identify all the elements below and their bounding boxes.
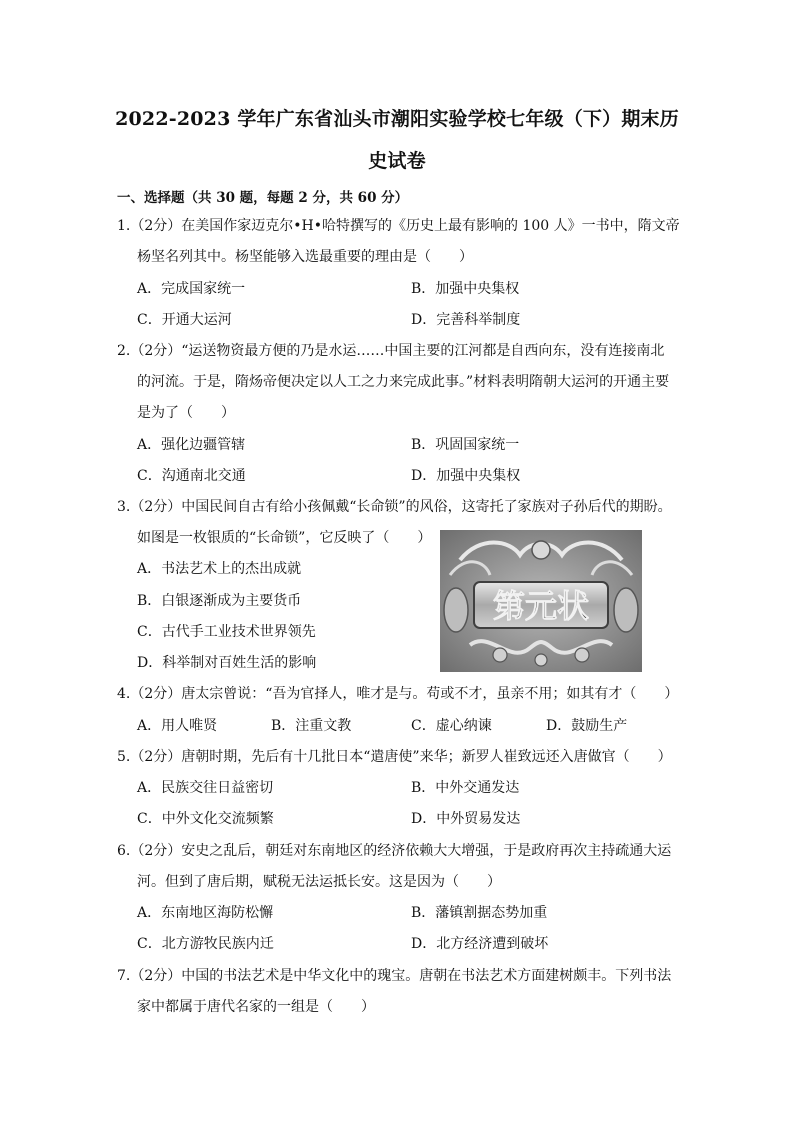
question-2-option-c: C．沟通南北交通	[137, 468, 246, 484]
question-3-option-c: C．古代手工业技术世界领先	[137, 624, 316, 640]
question-3-option-d: D．科举制对百姓生活的影响	[137, 655, 317, 671]
question-2-option-d: D．加强中央集权	[411, 468, 521, 484]
question-1-line2: 杨坚名列其中。杨坚能够入选最重要的理由是（ ）	[137, 249, 473, 265]
question-2-option-b: B．巩固国家统一	[411, 437, 520, 453]
question-6-option-b: B．藩镇割据态势加重	[411, 905, 548, 921]
question-1-option-b: B．加强中央集权	[411, 281, 520, 297]
question-4-line1: 4.（2分）唐太宗曾说：“吾为官择人，唯才是与。苟或不才，虽亲不用；如其有才（ ）	[117, 686, 679, 702]
question-1-option-d: D．完善科举制度	[411, 312, 521, 328]
question-4-option-c: C．虚心纳谏	[411, 718, 492, 734]
question-1-line1: 1.（2分）在美国作家迈克尔•H•哈特撰写的《历史上最有影响的 100 人》一书中，隋文帝	[117, 218, 680, 234]
lock-inscription: 第元状	[492, 587, 590, 625]
question-3-line2: 如图是一枚银质的“长命锁”，它反映了（ ）	[137, 530, 432, 546]
question-5-option-b: B．中外交通发达	[411, 780, 520, 796]
question-3-line1: 3.（2分）中国民间自古有给小孩佩戴“长命锁”的风俗，这寄托了家族对子孙后代的期盼。	[117, 499, 672, 515]
question-1-option-c: C．开通大运河	[137, 312, 232, 328]
section-heading: 一、选择题（共 30 题，每题 2 分，共 60 分）	[117, 190, 409, 206]
longevity-lock-image	[440, 530, 642, 672]
question-4-option-d: D．鼓励生产	[546, 718, 628, 734]
question-3-option-a: A．书法艺术上的杰出成就	[137, 561, 302, 577]
page-title-line1: 2022-2023 学年广东省汕头市潮阳实验学校七年级（下）期末历	[115, 108, 679, 130]
question-7-line1: 7.（2分）中国的书法艺术是中华文化中的瑰宝。唐朝在书法艺术方面建树颇丰。下列书法	[117, 968, 672, 984]
question-3-option-b: B．白银逐渐成为主要货币	[137, 593, 302, 609]
question-6-option-d: D．北方经济遭到破坏	[411, 936, 549, 952]
question-6-line2: 河。但到了唐后期，赋税无法运抵长安。这是因为（ ）	[137, 874, 501, 890]
question-5-line1: 5.（2分）唐朝时期，先后有十几批日本“遣唐使”来华；新罗人崔致远还入唐做官（ ）	[117, 749, 672, 765]
question-5-option-c: C．中外文化交流频繁	[137, 811, 274, 827]
question-6-option-c: C．北方游牧民族内迁	[137, 936, 274, 952]
question-7-line2: 家中都属于唐代名家的一组是（ ）	[137, 999, 375, 1015]
question-2-option-a: A．强化边疆管辖	[137, 437, 246, 453]
question-2-line1: 2.（2分）“运送物资最方便的乃是水运……中国主要的江河都是自西向东，没有连接南北	[117, 343, 665, 359]
question-1-option-a: A．完成国家统一	[137, 281, 246, 297]
question-2-line2: 的河流。于是，隋炀帝便决定以人工之力来完成此事。”材料表明隋朝大运河的开通主要	[137, 374, 670, 390]
page-title-line2: 史试卷	[368, 150, 426, 172]
question-2-line3: 是为了（ ）	[137, 405, 235, 421]
question-4-option-a: A．用人唯贤	[137, 718, 218, 734]
question-6-line1: 6.（2分）安史之乱后，朝廷对东南地区的经济依赖大大增强，于是政府再次主持疏通大运	[117, 843, 672, 859]
question-5-option-d: D．中外贸易发达	[411, 811, 521, 827]
question-5-option-a: A．民族交往日益密切	[137, 780, 274, 796]
question-6-option-a: A．东南地区海防松懈	[137, 905, 274, 921]
question-4-option-b: B．注重文教	[271, 718, 352, 734]
